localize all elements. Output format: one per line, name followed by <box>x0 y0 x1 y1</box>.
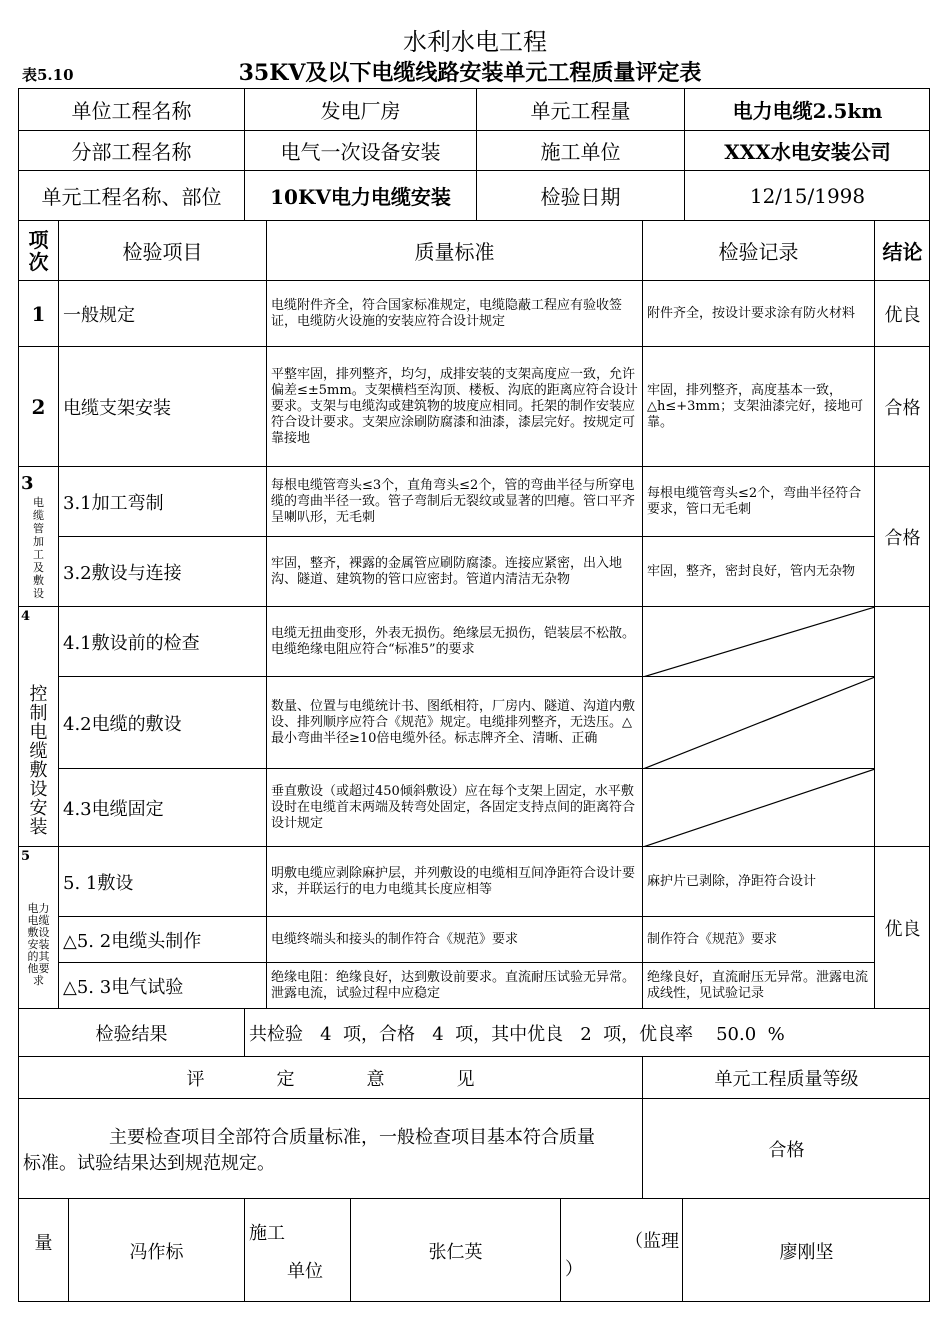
row32-record: 牢固，整齐，密封良好，管内无杂物 <box>642 536 874 606</box>
row32-item: 3.2敷设与连接 <box>58 536 266 606</box>
row53-item: △5. 3电气试验 <box>58 962 266 1008</box>
opinion-label: 评 定 意 见 <box>18 1056 642 1098</box>
unit-name-label: 单元工程名称、部位 <box>18 170 244 220</box>
row42-standard: 数量、位置与电缆统计书、图纸相符，厂房内、隧道、沟道内敷设、排列顺序应符合《规范》规定。电缆排列整齐，无迭压。△最小弯曲半径≥10倍电缆外径。标志牌齐全、清晰、正确 <box>266 676 642 768</box>
row43-record <box>642 768 874 846</box>
col-header-conclusion: 结论 <box>874 220 930 280</box>
row52-record: 制作符合《规范》要求 <box>642 916 874 962</box>
row42-record-slash <box>643 677 874 768</box>
grade-value: 合格 <box>642 1098 930 1198</box>
table-number: 表5.10 <box>22 66 74 84</box>
group5-conclusion: 优良 <box>874 846 930 1008</box>
group3-no: 3 <box>21 473 34 494</box>
sig-unit-label-line1: 施工 <box>249 1223 285 1244</box>
unit-quantity-label: 单元工程量 <box>476 88 684 130</box>
sig-person1: 冯作标 <box>68 1198 244 1302</box>
sig-unit-label-line2: 单位 <box>287 1261 323 1282</box>
group5-no-cell <box>18 846 58 1008</box>
sig-supervision-line1: （监理 <box>625 1231 679 1252</box>
row42-record <box>642 676 874 768</box>
opinion-body <box>18 1098 642 1198</box>
unit-project-label: 单位工程名称 <box>18 88 244 130</box>
group3-no-cell <box>18 466 58 606</box>
row2-record: 牢固，排列整齐，高度基本一致，△h≤+3mm；支架油漆完好，接地可靠。 <box>642 346 874 466</box>
col-header-no: 项次 <box>18 220 58 280</box>
row1-no: 1 <box>18 280 58 346</box>
row1-conclusion: 优良 <box>874 280 930 346</box>
row52-standard: 电缆终端头和接头的制作符合《规范》要求 <box>266 916 642 962</box>
row2-no: 2 <box>18 346 58 466</box>
row31-record: 每根电缆管弯头≤2个，弯曲半径符合要求，管口无毛刺 <box>642 466 874 536</box>
group3-conclusion: 合格 <box>874 466 930 606</box>
row1-item: 一般规定 <box>58 280 266 346</box>
group4-label: 控制电缆敷设安装 <box>29 684 48 838</box>
result-label: 检验结果 <box>18 1008 244 1056</box>
contractor-value: XXX水电安装公司 <box>684 130 930 170</box>
group3-label: 电缆管加工及敷设 <box>33 496 44 600</box>
opinion-line2: 标准。试验结果达到规范规定。 <box>23 1152 275 1174</box>
unit-project-value: 发电厂房 <box>244 88 476 130</box>
unit-name-value: 10KV电力电缆安装 <box>244 170 476 220</box>
row52-item: △5. 2电缆头制作 <box>58 916 266 962</box>
row42-item: 4.2电缆的敷设 <box>58 676 266 768</box>
inspection-date-label: 检验日期 <box>476 170 684 220</box>
sig-person2: 张仁英 <box>350 1198 560 1302</box>
row32-standard: 牢固，整齐，裸露的金属管应刷防腐漆。连接应紧密，出入地沟、隧道、建筑物的管口应密封。管道内清洁无杂物 <box>266 536 642 606</box>
row31-item: 3.1加工弯制 <box>58 466 266 536</box>
result-text: 共检验 4 项，合格 4 项，其中优良 2 项，优良率 50.0 % <box>244 1008 930 1056</box>
group4-no-cell <box>18 606 58 846</box>
row53-standard: 绝缘电阻：绝缘良好，达到敷设前要求。直流耐压试验无异常。泄露电流，试验过程中应稳定 <box>266 962 642 1008</box>
grade-label: 单元工程质量等级 <box>642 1056 930 1098</box>
sig-supervision-line2: ） <box>565 1259 583 1280</box>
row43-standard: 垂直敷设（或超过450倾斜敷设）应在每个支架上固定，水平敷设时在电缆首末两端及转弯处固定，各固定支持点间的距离符合设计规定 <box>266 768 642 846</box>
row53-record: 绝缘良好，直流耐压无异常。泄露电流成线性，见试验记录 <box>642 962 874 1008</box>
sub-project-value: 电气一次设备安装 <box>244 130 476 170</box>
row2-standard: 平整牢固，排列整齐，均匀，成排安装的支架高度应一致，允许偏差≤±5mm。支架横档至沟顶、楼板、沟底的距离应符合设计要求。支架与电缆沟或建筑物的坡度应相同。托架的制作安装应符合设计要求。支架应涂刷防腐漆和油漆，漆层完好。按规定可靠接地 <box>266 346 642 466</box>
group4-no: 4 <box>21 609 31 624</box>
opinion-line1: 主要检查项目全部符合质量标准，一般检查项目基本符合质量 <box>109 1126 595 1148</box>
sub-project-label: 分部工程名称 <box>18 130 244 170</box>
inspection-date-value: 12/15/1998 <box>684 170 930 220</box>
group5-no: 5 <box>21 849 31 864</box>
row51-item: 5. 1敷设 <box>58 846 266 916</box>
document-title: 水利水电工程 <box>403 28 547 56</box>
col-header-record: 检验记录 <box>642 220 874 280</box>
sig-unit-label <box>244 1198 350 1302</box>
row41-record <box>642 606 874 676</box>
row51-standard: 明敷电缆应剥除麻护层，并列敷设的电缆相互间净距符合设计要求，并联运行的电力电缆其长度应相等 <box>266 846 642 916</box>
form-title: 35KV及以下电缆线路安装单元工程质量评定表 <box>238 60 702 86</box>
sig-person3: 廖刚坚 <box>682 1198 930 1302</box>
row1-record: 附件齐全，按设计要求涂有防火材料 <box>642 280 874 346</box>
row51-record: 麻护片已剥除，净距符合设计 <box>642 846 874 916</box>
sig-label-left: 量 <box>18 1198 68 1302</box>
row41-item: 4.1敷设前的检查 <box>58 606 266 676</box>
sig-supervision-label <box>560 1198 682 1302</box>
group5-label: 电力电缆敷设安装的其他要求 <box>27 902 50 987</box>
row1-standard: 电缆附件齐全，符合国家标准规定，电缆隐蔽工程应有验收签证，电缆防火设施的安装应符合设计规定 <box>266 280 642 346</box>
row41-record-slash <box>643 607 874 676</box>
row2-conclusion: 合格 <box>874 346 930 466</box>
row31-standard: 每根电缆管弯头≤3个，直角弯头≤2个，管的弯曲半径与所穿电缆的弯曲半径一致。管子弯制后无裂纹或显著的凹瘪。管口平齐呈喇叭形，无毛刺 <box>266 466 642 536</box>
contractor-label: 施工单位 <box>476 130 684 170</box>
row43-record-slash <box>643 769 874 846</box>
col-header-standard: 质量标准 <box>266 220 642 280</box>
row2-item: 电缆支架安装 <box>58 346 266 466</box>
row43-item: 4.3电缆固定 <box>58 768 266 846</box>
group4-conclusion <box>874 606 930 846</box>
row41-standard: 电缆无扭曲变形，外表无损伤。绝缘层无损伤，铠装层不松散。电缆绝缘电阻应符合“标准5”的要求 <box>266 606 642 676</box>
col-header-item: 检验项目 <box>58 220 266 280</box>
unit-quantity-value: 电力电缆2.5km <box>684 88 930 130</box>
